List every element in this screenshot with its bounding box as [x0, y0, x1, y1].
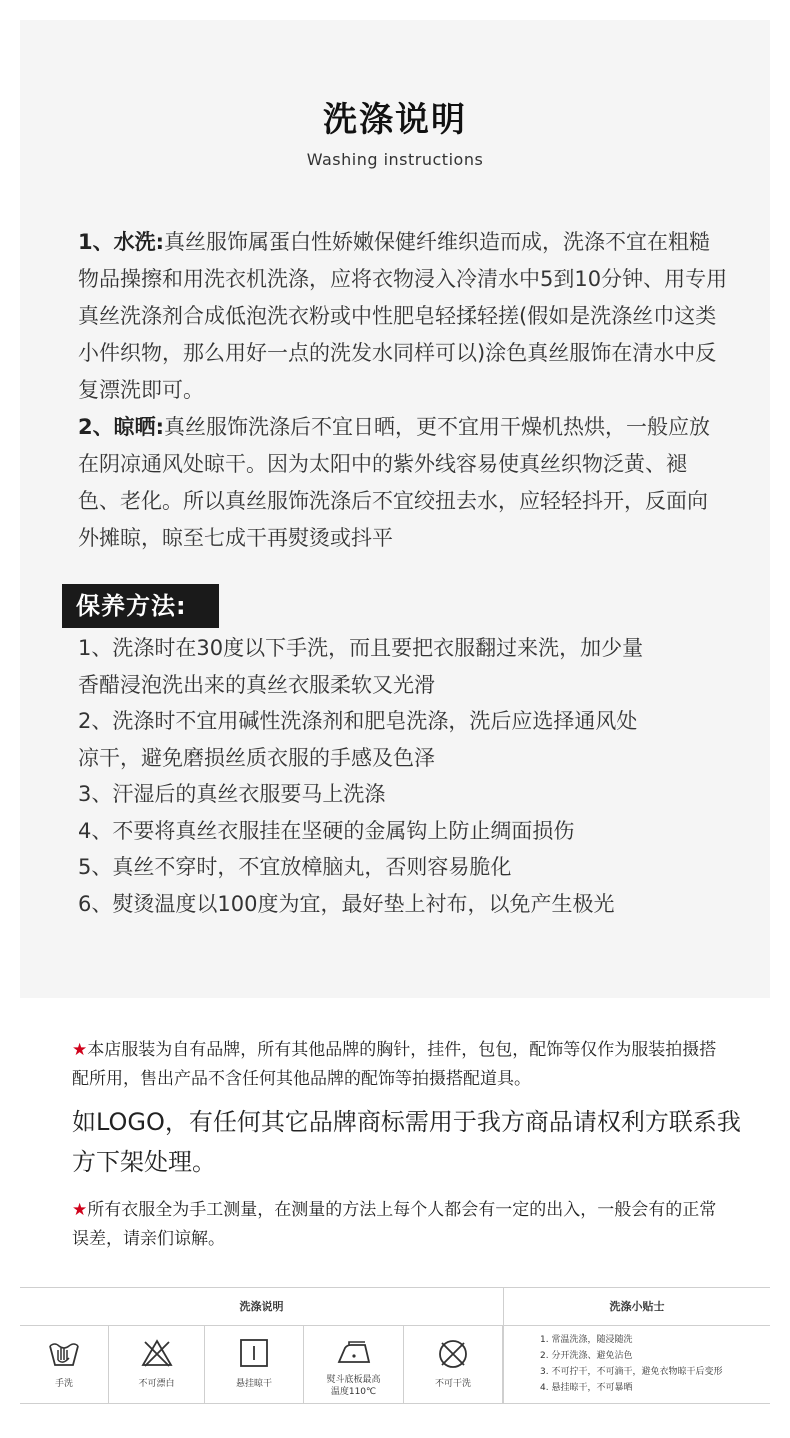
tip-item: 1. 常温洗涤，随浸随洗 — [540, 1335, 633, 1345]
symbol-caption: 不可漂白 — [138, 1379, 175, 1389]
symbol-cell-no-dry-clean — [404, 1326, 503, 1404]
no-bleach-icon — [141, 1338, 173, 1368]
symbol-caption: 不可干洗 — [434, 1379, 471, 1389]
care-line: 凉干，避免磨损丝质衣服的手感及色泽 — [78, 745, 435, 770]
care-list — [78, 630, 738, 922]
page-subtitle: Washing instructions — [306, 150, 484, 169]
washing-paragraph-water — [78, 224, 728, 409]
washing-text: 真丝服饰洗涤后不宜日晒，更不宜用干燥机热烘，一般应放在阴凉通风处晾干。因为太阳中的紫外线容易使真丝织物泛黄、褪色、老化。所以真丝服饰洗涤后不宜绞扭去水，应轻轻抖开，反面向外摊晾，晾至七成干再熨烫或抖平 — [78, 415, 711, 550]
no-dry-clean-icon — [437, 1338, 469, 1370]
washing-paragraph-dry — [78, 409, 728, 557]
table-header-tips: 洗涤小贴士 — [503, 1288, 770, 1326]
symbol-cell-hand-wash — [20, 1326, 109, 1404]
hang-dry-icon — [238, 1338, 270, 1368]
brand-notice-text: 本店服装为自有品牌，所有其他品牌的胸针，挂件，包包，配饰等仅作为服装拍摄搭配所用，售出产品不含任何其他品牌的配饰等拍摄搭配道具。 — [72, 1040, 717, 1089]
star-icon: ★ — [72, 1200, 88, 1220]
care-line: 6、熨烫温度以100度为宜，最好垫上衬布，以免产生极光 — [78, 891, 615, 916]
tip-item: 3. 不可拧干，不可滴干，避免衣物晾干后变形 — [540, 1367, 723, 1377]
symbol-cell-no-bleach — [109, 1326, 205, 1404]
care-heading: 保养方法: — [62, 584, 219, 628]
symbol-cell-hang-dry — [205, 1326, 304, 1404]
table-header-instructions: 洗涤说明 — [20, 1288, 503, 1326]
washing-text: 真丝服饰属蛋白性娇嫩保健纤维织造而成，洗涤不宜在粗糙物品操擦和用洗衣机洗涤，应将衣物浸入冷清水中5到10分钟、用专用真丝洗涤剂合成低泡洗衣粉或中性肥皂轻揉轻搓(假如是洗涤丝巾这类小件织物，那么用好一点的洗发水同样可以)涂色真丝服饰在清水中反复漂洗即可。 — [78, 230, 728, 402]
measure-notice — [72, 1196, 732, 1254]
iron-icon — [335, 1338, 373, 1368]
care-line: 3、汗湿后的真丝衣服要马上洗涤 — [78, 782, 386, 806]
symbol-caption: 悬挂晾干 — [235, 1379, 272, 1389]
care-line: 5、真丝不穿时，不宜放樟脑丸，否则容易脆化 — [78, 855, 512, 879]
star-icon: ★ — [72, 1040, 88, 1060]
washing-label: 1、水洗: — [78, 230, 165, 254]
tip-item: 2. 分开洗涤、避免沾色 — [540, 1351, 633, 1361]
symbol-cell-iron — [304, 1326, 404, 1404]
care-line: 香醋浸泡洗出来的真丝衣服柔软又光滑 — [78, 672, 435, 697]
care-line: 1、洗涤时在30度以下手洗，而且要把衣服翻过来洗，加少量 — [78, 636, 644, 660]
washing-label: 2、晾晒: — [78, 415, 165, 439]
care-line: 4、不要将真丝衣服挂在坚硬的金属钩上防止绸面损伤 — [78, 818, 575, 843]
brand-notice — [72, 1036, 732, 1094]
tips-list — [503, 1326, 770, 1404]
care-symbol-table — [20, 1287, 770, 1404]
symbol-caption: 手洗 — [54, 1379, 73, 1389]
care-line: 2、洗涤时不宜用碱性洗涤剂和肥皂洗涤，洗后应选择通风处 — [78, 709, 638, 733]
tip-item: 4. 悬挂晾干，不可暴晒 — [540, 1383, 633, 1393]
logo-notice: 如LOGO，有任何其它品牌商标需用于我方商品请权利方联系我方下架处理。 — [72, 1108, 741, 1176]
hand-wash-icon — [47, 1338, 81, 1368]
symbol-caption: 熨斗底板最高 温度110℃ — [326, 1375, 381, 1397]
measure-notice-text: 所有衣服全为手工测量，在测量的方法上每个人都会有一定的出入，一般会有的正常误差，请亲们谅解。 — [72, 1200, 717, 1249]
washing-section — [78, 224, 728, 557]
page-title: 洗涤说明 — [323, 100, 467, 140]
